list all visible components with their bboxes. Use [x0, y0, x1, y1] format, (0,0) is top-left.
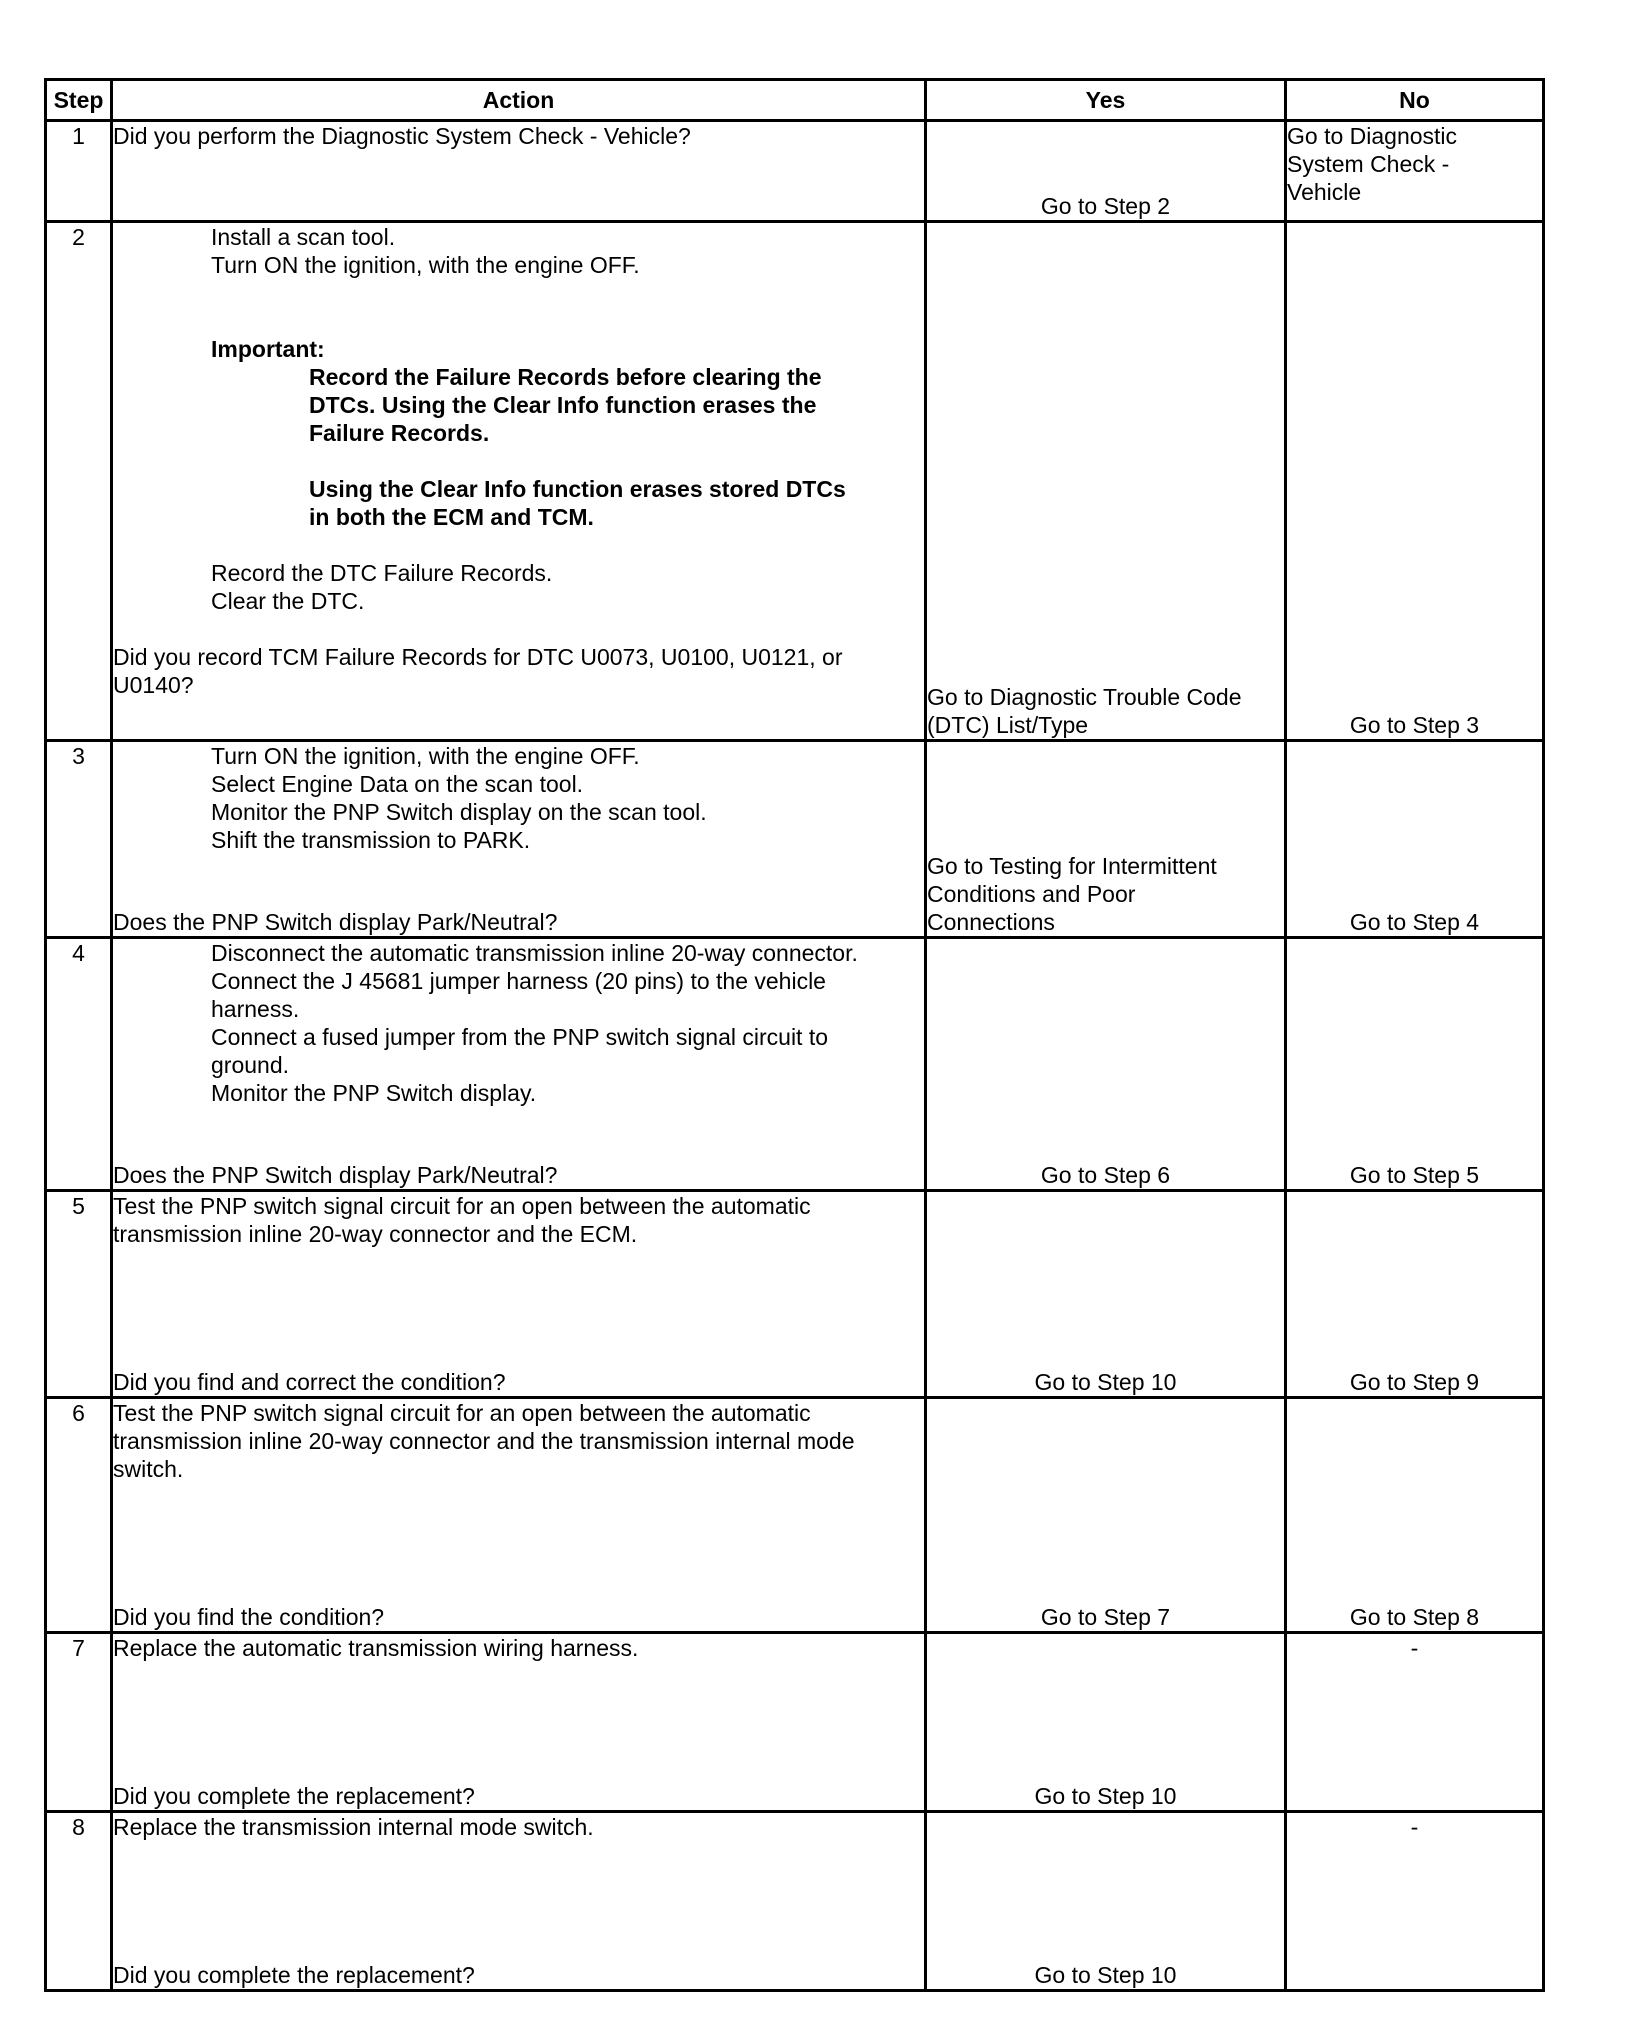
table-row: [46, 222, 1544, 741]
step-number: 1: [46, 121, 112, 222]
header-step: Step: [46, 80, 112, 121]
yes-cell: [926, 1191, 1286, 1398]
yes-text: Go to Step 2: [1040, 193, 1171, 219]
table-row: [46, 121, 1544, 222]
table-row: [46, 1191, 1544, 1398]
action-question: Does the PNP Switch display Park/Neutral?: [113, 1162, 558, 1188]
step-number: 3: [46, 741, 112, 938]
action-line: Select Engine Data on the scan tool.: [211, 771, 584, 797]
action-line: harness.: [211, 996, 300, 1022]
step-number: 2: [46, 222, 112, 741]
no-cell: [1286, 938, 1544, 1191]
yes-cell: [926, 741, 1286, 938]
action-cell: [112, 938, 926, 1191]
important-line: Using the Clear Info function erases stored DTCs: [309, 476, 846, 502]
action-line: switch.: [113, 1456, 184, 1482]
no-cell: [1286, 1191, 1544, 1398]
no-cell: -: [1286, 1812, 1544, 1991]
action-question: Did you record TCM Failure Records for DTC U0073, U0100, U0121, or: [113, 644, 843, 670]
table-row: [46, 741, 1544, 938]
action-line: Replace the automatic transmission wiring harness.: [113, 1635, 639, 1661]
action-cell: [112, 1398, 926, 1633]
action-line: Connect the J 45681 jumper harness (20 pins) to the vehicle: [211, 968, 826, 994]
action-cell: [112, 1191, 926, 1398]
yes-cell: [926, 938, 1286, 1191]
action-line: Connect a fused jumper from the PNP switch signal circuit to: [211, 1024, 829, 1050]
important-line: in both the ECM and TCM.: [309, 504, 594, 530]
action-question: Did you find the condition?: [113, 1604, 385, 1630]
yes-cell: [926, 222, 1286, 741]
step-number: 7: [46, 1633, 112, 1812]
action-cell: [112, 1812, 926, 1991]
table-row: [46, 1633, 1544, 1812]
action-line: Test the PNP switch signal circuit for an open between the automatic: [113, 1193, 811, 1219]
action-line: Monitor the PNP Switch display.: [211, 1080, 537, 1106]
no-text-line: Go to Diagnostic: [1287, 123, 1458, 149]
action-cell: [112, 741, 926, 938]
yes-text: Go to Step 6: [1040, 1162, 1171, 1188]
yes-text-line: (DTC) List/Type: [927, 712, 1089, 738]
yes-text-line: Go to Testing for Intermittent: [927, 853, 1217, 879]
header-no: No: [1286, 80, 1544, 121]
important-line: DTCs. Using the Clear Info function erases the: [309, 392, 817, 418]
step-number: 8: [46, 1812, 112, 1991]
table-row: [46, 1812, 1544, 1991]
action-question: Did you find and correct the condition?: [113, 1369, 506, 1395]
no-cell: [1286, 1398, 1544, 1633]
yes-text-line: Connections: [927, 909, 1055, 935]
action-question: U0140?: [113, 672, 194, 698]
action-line: transmission inline 20-way connector and the ECM.: [113, 1221, 638, 1247]
action-question: Did you complete the replacement?: [113, 1962, 475, 1988]
action-cell: [112, 121, 926, 222]
no-text: Go to Step 9: [1349, 1369, 1480, 1395]
no-text-line: System Check -: [1287, 151, 1450, 177]
step-number: 4: [46, 938, 112, 1191]
important-line: Record the Failure Records before clearing the: [309, 364, 822, 390]
action-line: Test the PNP switch signal circuit for an open between the automatic: [113, 1400, 811, 1426]
header-yes: Yes: [926, 80, 1286, 121]
action-line: Install a scan tool.: [211, 224, 396, 250]
action-question: Does the PNP Switch display Park/Neutral?: [113, 909, 558, 935]
action-line: Monitor the PNP Switch display on the scan tool.: [211, 799, 707, 825]
step-number: 6: [46, 1398, 112, 1633]
diagnostic-table: [44, 78, 1545, 1992]
action-line: Turn ON the ignition, with the engine OFF.: [211, 252, 640, 278]
action-line: Turn ON the ignition, with the engine OFF.: [211, 743, 640, 769]
no-cell: [1286, 741, 1544, 938]
no-cell: -: [1286, 1633, 1544, 1812]
yes-text: Go to Step 10: [1034, 1962, 1177, 1988]
table-row: [46, 1398, 1544, 1633]
action-line: Shift the transmission to PARK.: [211, 827, 531, 853]
yes-text: Go to Step 10: [1034, 1783, 1177, 1809]
no-text: Go to Step 5: [1349, 1162, 1480, 1188]
yes-text-line: Go to Diagnostic Trouble Code: [927, 684, 1242, 710]
yes-cell: [926, 1633, 1286, 1812]
no-cell: [1286, 121, 1544, 222]
no-text: Go to Step 8: [1349, 1604, 1480, 1630]
action-line: Replace the transmission internal mode switch.: [113, 1814, 594, 1840]
step-number: 5: [46, 1191, 112, 1398]
yes-text-line: Conditions and Poor: [927, 881, 1136, 907]
action-cell: [112, 222, 926, 741]
action-cell: [112, 1633, 926, 1812]
action-line: Clear the DTC.: [211, 588, 365, 614]
yes-text: Go to Step 7: [1040, 1604, 1171, 1630]
action-line: transmission inline 20-way connector and the transmission internal mode: [113, 1428, 855, 1454]
header-action: Action: [112, 80, 926, 121]
header-row: [46, 80, 1544, 121]
no-text: Go to Step 3: [1349, 712, 1480, 738]
no-cell: [1286, 222, 1544, 741]
action-question: Did you complete the replacement?: [113, 1783, 475, 1809]
yes-text: Go to Step 10: [1034, 1369, 1177, 1395]
action-question: Did you perform the Diagnostic System Check - Vehicle?: [113, 123, 691, 149]
table-row: [46, 938, 1544, 1191]
action-line: ground.: [211, 1052, 290, 1078]
yes-cell: [926, 121, 1286, 222]
yes-cell: [926, 1812, 1286, 1991]
important-label: Important:: [211, 336, 325, 362]
yes-cell: [926, 1398, 1286, 1633]
important-line: Failure Records.: [309, 420, 490, 446]
action-line: Record the DTC Failure Records.: [211, 560, 553, 586]
no-text-line: Vehicle: [1287, 179, 1362, 205]
no-text: Go to Step 4: [1349, 909, 1480, 935]
action-line: Disconnect the automatic transmission inline 20-way connector.: [211, 940, 858, 966]
